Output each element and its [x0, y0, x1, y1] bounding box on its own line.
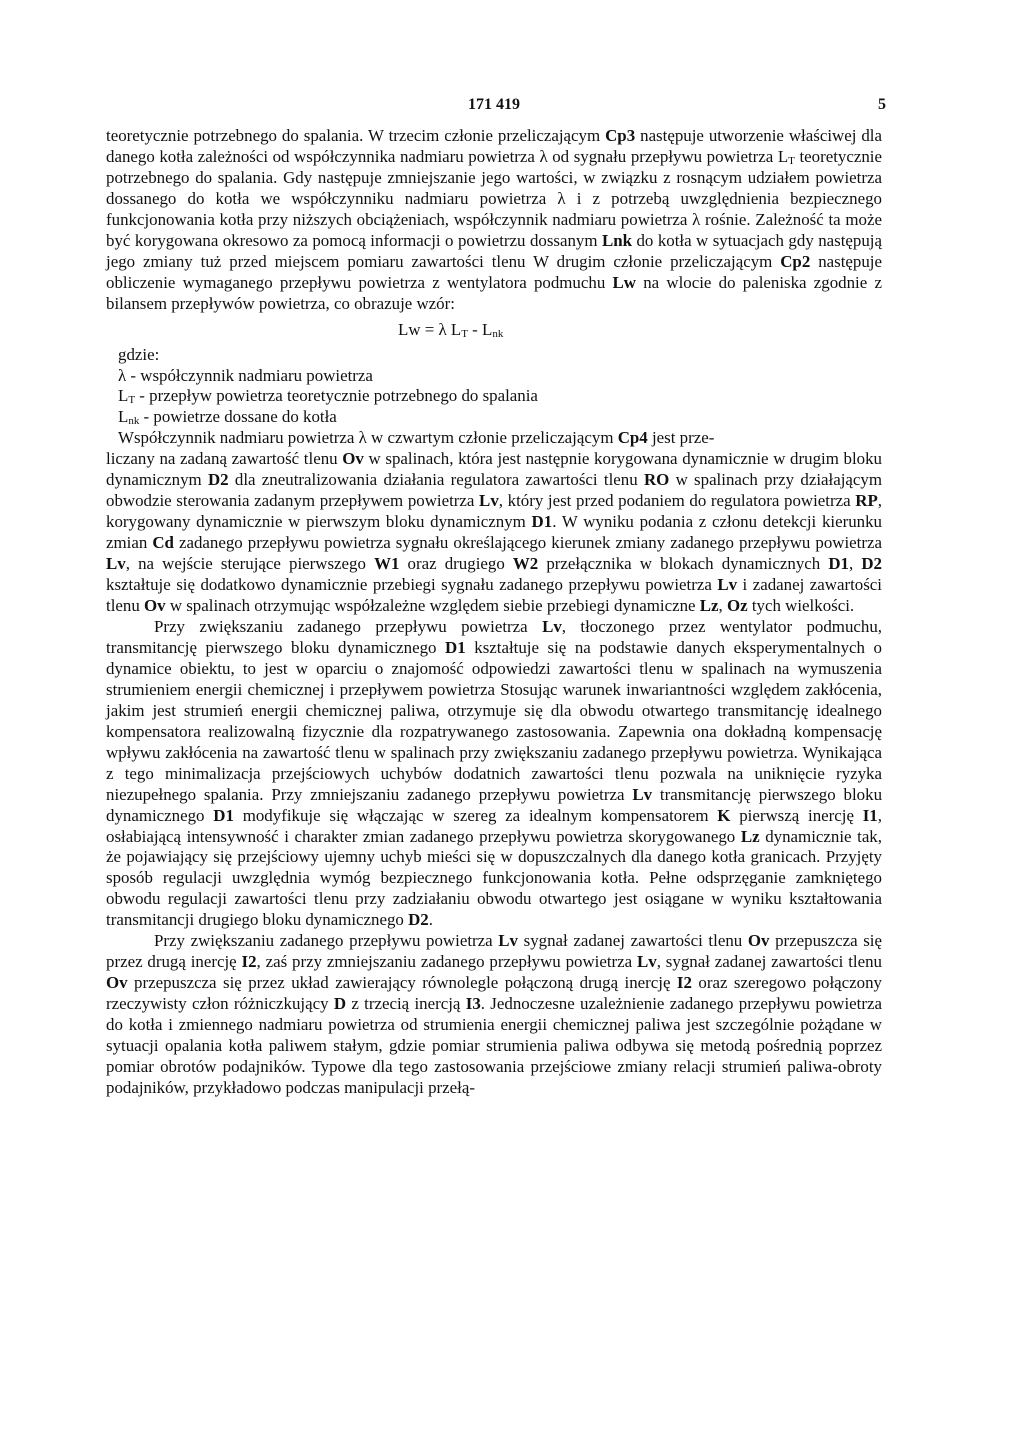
- definition-lt: [118, 386, 882, 407]
- paragraph-4: [106, 931, 882, 1099]
- text-run: w spalinach, która jest następnie korygowana dynamicznie w drugim bloku dynamicznym: [106, 449, 883, 490]
- text-run: teoretycznie potrzebnego do spalania. Gdy następuje zmniejszanie jego wartości, w związku z rosnącym udziałem powietrza dossanego do kotła we współczynniku nadmiaru powietrza λ i z potrzebą uwzględnienia bezpiecznego funkcjonowania kotła przy niższych obciążeniach, współczynnik nadmiaru powietrza λ rośnie. Zależność ta może być korygowana okresowo za pomocą informacji o powietrzu dossanym: [106, 146, 883, 250]
- symbol: D1: [531, 512, 553, 532]
- text-run: L: [118, 386, 129, 406]
- text-run: z trzecią inercją: [346, 994, 466, 1014]
- symbol: I3: [465, 994, 481, 1014]
- text-run: dynamicznie tak, że pojawiający się przejściowy ujemny uchyb mieści się w dopuszczalnych dla danego kotła granicach. Przyjęty sposób regulacji uwzględnia wymóg bezpiecznego funkcjonowania kotła. Pełne odsprzęganie zamkniętego obwodu regulacji zawartości tlenu przy zadziałaniu obwodu otwartego jest osiągane w wyniku kształtowania transmitancji drugiego bloku dynamicznego: [106, 826, 882, 930]
- text-run: dla zneutralizowania działania regulatora zawartości tlenu: [228, 470, 644, 490]
- definitions-intro: gdzie:: [118, 344, 160, 364]
- symbol: Lv: [479, 491, 499, 511]
- page-header: [106, 96, 886, 126]
- symbol: W1: [374, 554, 400, 574]
- symbol: Ov: [106, 973, 128, 993]
- text-run: oraz szeregowo połączony rzeczywisty człon różniczkujący: [106, 973, 882, 1014]
- text-run: transmitancję pierwszego bloku dynamicznego: [106, 784, 883, 825]
- subscript: T: [128, 394, 136, 407]
- text-run: teoretycznie potrzebnego do spalania. W trzecim członie przeliczającym: [106, 126, 606, 145]
- symbol: D1: [445, 637, 466, 657]
- symbol: D2: [207, 470, 229, 490]
- subscript: nk: [128, 415, 140, 428]
- text-run: , korygowany dynamicznie w pierwszym bloku dynamicznym: [106, 491, 882, 532]
- symbol: RO: [643, 470, 670, 490]
- symbol: I2: [676, 973, 692, 993]
- symbol: Lv: [106, 554, 126, 574]
- text-run: kształtuje się dodatkowo dynamicznie przebiegi sygnału zadanego przepływu powietrza: [106, 575, 718, 595]
- text-run: , który jest przed podaniem do regulatora powietrza: [498, 491, 856, 511]
- definition-lambda: λ - współczynnik nadmiaru powietrza: [118, 365, 373, 385]
- formula-part: Lw = λ L: [398, 319, 462, 339]
- definition-lnk: [118, 407, 882, 428]
- text-run: przepuszcza się przez drugą inercję: [106, 931, 882, 972]
- text-run: modyfikuje się włączając w szereg za idealnym kompensatorem: [233, 805, 718, 825]
- text-run: przepuszcza się przez układ zawierający równolegle połączoną drugą inercję: [127, 973, 677, 993]
- text-run: - przepływ powietrza teoretycznie potrzebnego do spalania: [135, 386, 538, 406]
- paragraph-3: [106, 617, 882, 931]
- formula-part: - L: [467, 319, 493, 339]
- subscript: nk: [492, 327, 504, 340]
- text-run: ,: [848, 554, 862, 574]
- paragraph-2: [106, 449, 882, 617]
- symbol: Lv: [632, 784, 653, 804]
- text-run: Przy zwiększaniu zadanego przepływu powietrza: [154, 616, 543, 636]
- symbol-cp3: Cp3: [605, 126, 636, 145]
- text-run: tych wielkości.: [747, 596, 855, 616]
- text-run: , tłoczonego przez wentylator podmuchu, transmitancję pierwszego bloku dynamicznego: [106, 616, 882, 657]
- symbol: K: [717, 805, 731, 825]
- symbol-lw: Lw: [612, 272, 636, 292]
- text-run: . W wyniku podania z członu detekcji kierunku zmian: [106, 512, 882, 553]
- symbol: Ov: [342, 449, 364, 469]
- text-run: jest prze-: [647, 428, 715, 448]
- symbol: Lv: [498, 931, 518, 951]
- symbol: Lv: [637, 952, 657, 972]
- text-run: w spalinach otrzymując współzależne względem siebie przebiegi dynamiczne: [165, 596, 700, 616]
- symbol: Lz: [699, 596, 719, 616]
- text-run: przełącznika w blokach dynamicznych: [538, 554, 829, 574]
- text-run: na wlocie do paleniska zgodnie z bilansem przepływów powietrza, co obrazuje wzór:: [106, 272, 882, 313]
- text-run: w spalinach przy działającym obwodzie sterowania zadanym przepływem powietrza: [106, 470, 882, 511]
- paragraph-1: [106, 126, 882, 315]
- symbol: D1: [828, 554, 849, 574]
- symbol: Lv: [717, 575, 738, 595]
- text-run: , sygnał zadanej zawartości tlenu: [656, 952, 882, 972]
- text-run: , na wejście sterujące pierwszego: [125, 554, 375, 574]
- text-run: . Jednoczesne uzależnienie zadanego przepływu powietrza do kotła i zmiennego nadmiaru powietrza od strumienia energii chemicznej paliwa jest szczególnie pożądane w sytuacji opalania kotła paliwem stałym, gdzie pomiar strumienia paliwa odbywa się metodą pośrednią poprzez pomiar obrotów podajników. Typowe dla tego zastosowania przejściowe zmiany relacji strumień paliwa-obroty podajników, przykładowo podczas manipulacji przełą-: [106, 994, 882, 1097]
- text-run: ,: [718, 596, 727, 616]
- symbol: Ov: [747, 931, 770, 951]
- symbol: D2: [408, 910, 429, 930]
- page-number: 5: [878, 96, 886, 113]
- text-run: .: [428, 910, 433, 930]
- subscript: T: [788, 154, 795, 167]
- subscript: T: [461, 327, 468, 340]
- symbol: D2: [861, 554, 882, 574]
- text-run: Współczynnik nadmiaru powietrza λ w czwartym członie przeliczającym: [118, 428, 618, 448]
- symbol-cp4: Cp4: [617, 428, 648, 448]
- text-run: , osłabiającą intensywność i charakter zmian zadanego przepływu powietrza skorygowanego: [106, 805, 882, 846]
- symbol: Lv: [542, 616, 562, 636]
- symbol: D: [333, 994, 347, 1014]
- symbol: Lz: [740, 826, 760, 846]
- document-page: [106, 96, 886, 1099]
- document-number: 171 419: [468, 96, 520, 113]
- symbol: RP: [855, 491, 878, 511]
- definitions: [106, 345, 882, 450]
- text-run: L: [118, 407, 129, 427]
- text-run: i zadanej zawartości tlenu: [106, 575, 882, 616]
- symbol-lnk: Lnk: [601, 230, 633, 250]
- text-run: , zaś przy zmniejszaniu zadanego przepływu powietrza: [256, 952, 638, 972]
- text-run: następuje obliczenie wymaganego przepływu powietrza z wentylatora podmuchu: [106, 251, 882, 292]
- text-run: sygnał zadanej zawartości tlenu: [518, 931, 748, 951]
- text-run: kształtuje się na podstawie danych eksperymentalnych o dynamice obiektu, to jest w oparciu o znajomość odpowiedzi zawartości tlenu w spalinach na wymuszenia strumieniem energii chemicznej i przepływem powietrza Stosując warunek inwariantności względem zakłócenia, jakim jest strumień energii chemicznej paliwa, otrzymuje się dla obwodu otwartego transmitancję idealnego kompensatora realizowalną fizycznie dla rozpatrywanego zastosowania. Zapewnia ona dokładną kompensację wpływu zakłócenia na zawartość tlenu w spalinach przy zwiększaniu zadanego przepływu powietrza. Wynikająca z tego minimalizacja przejściowych uchybów dodatnich zawartości tlenu pozwala na uniknięcie ryzyka niezupełnego spalania. Przy zmniejszaniu zadanego przepływu powietrza: [106, 637, 882, 804]
- text-run: Przy zwiększaniu zadanego przepływu powietrza: [154, 931, 499, 951]
- text-run: liczany na zadaną zawartość tlenu: [106, 449, 343, 469]
- text-run: zadanego przepływu powietrza sygnału określającego kierunek zmiany zadanego przepływu powietrza: [173, 533, 882, 553]
- text-run: do kotła w sytuacjach gdy następują jego zmiany tuż przed miejscem pomiaru zawartości tlenu W drugim członie przeliczającym: [106, 230, 882, 271]
- text-run: pierwszą inercję: [730, 805, 863, 825]
- symbol-cp2: Cp2: [780, 251, 811, 271]
- symbol: I2: [241, 952, 257, 972]
- symbol: D1: [213, 805, 234, 825]
- symbol: I1: [862, 805, 878, 825]
- text-run: następuje utworzenie właściwej dla danego kotła zależności od współczynnika nadmiaru powietrza λ od sygnału przepływu powietrza L: [106, 126, 882, 166]
- symbol: Ov: [144, 596, 166, 616]
- text-run: - powietrze dossane do kotła: [139, 407, 337, 427]
- text-run: oraz drugiego: [399, 554, 513, 574]
- symbol: W2: [512, 554, 539, 574]
- symbol: Cd: [152, 533, 174, 553]
- formula: [106, 315, 882, 345]
- symbol: Oz: [727, 596, 748, 616]
- definition-cp4: [118, 428, 882, 449]
- document-body: [106, 126, 882, 1099]
